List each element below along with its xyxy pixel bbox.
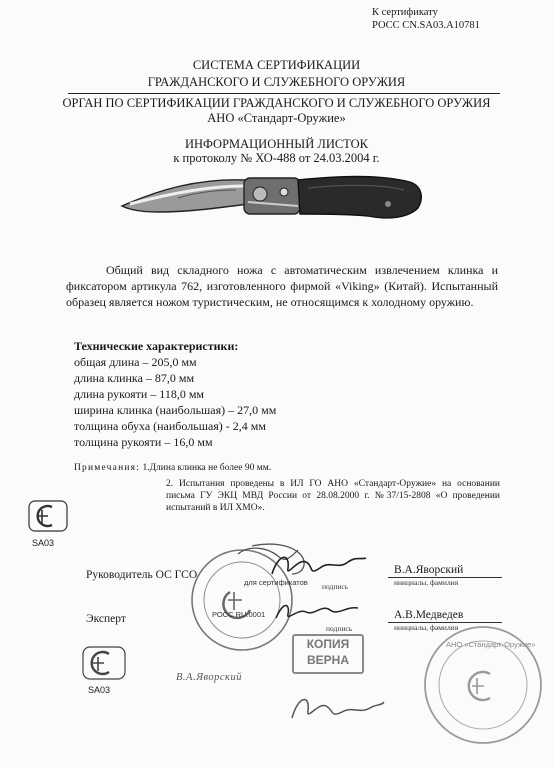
header-system-line1: СИСТЕМА СЕРТИФИКАЦИИ	[192, 58, 361, 72]
mark-code-left: SA03	[32, 538, 55, 548]
expert-name: А.В.Медведев	[394, 609, 464, 621]
header-divider	[68, 93, 500, 94]
head-signature	[268, 548, 368, 589]
knife-photo	[118, 168, 438, 245]
description-line: фиксатором артикула 762, изготовленного фирмой «Viking» (Китай). Испытанный	[66, 279, 498, 293]
seal-code-text: РОСС RU.0001	[212, 610, 266, 619]
spec-item: общая длина – 205,0 мм	[74, 355, 197, 369]
mark-code-bottom: SA03	[88, 685, 111, 695]
spec-item: длина рукояти – 118,0 мм	[74, 387, 205, 401]
certificate-reference	[372, 6, 480, 32]
head-name: В.А.Яворский	[394, 564, 464, 576]
certification-mark-left	[28, 500, 68, 548]
notes-label: Примечания:	[74, 463, 141, 473]
expert-caption: инициалы, фамилия	[394, 623, 459, 632]
note-1: 1.Длина клинка не более 90 мм.	[142, 463, 272, 473]
name-stamp: В.А.Яворский	[176, 672, 242, 683]
document-title: ИНФОРМАЦИОННЫЙ ЛИСТОК	[184, 137, 369, 151]
document-subtitle: к протоколу № ХО-488 от 24.03.2004 г.	[173, 151, 380, 165]
bottom-signature	[286, 688, 386, 733]
seal-center-text: для сертификатов	[244, 578, 308, 587]
description-line: Общий вид складного ножа с автоматическим извлечением клинка и	[106, 263, 498, 277]
technical-specs	[74, 338, 276, 450]
signature-icon	[286, 688, 386, 728]
note-2-line: 2. Испытания проведены в ИЛ ГО АНО «Стандарт-Оружие» на основании	[166, 479, 500, 489]
note-2-line: испытаний в ИЛ ХМО».	[166, 503, 265, 513]
note-2-line: письма ГУ ЭКЦ МВД России от 28.08.2000 г. №37/15-2808 «О проведении	[166, 491, 500, 501]
rst-mark-icon	[28, 500, 68, 532]
head-label: Руководитель ОС ГСО	[86, 569, 198, 581]
header-system-line2: ГРАЖДАНСКОГО И СЛУЖЕБНОГО ОРУЖИЯ	[147, 75, 406, 89]
certification-mark-bottom	[82, 646, 126, 695]
specs-heading: Технические характеристики:	[74, 339, 239, 353]
expert-sign-caption: подпись	[326, 624, 353, 633]
spec-item: ширина клинка (наибольшая) – 27,0 мм	[74, 403, 277, 417]
certificate-number: РОСС CN.SA03.A10781	[372, 20, 480, 31]
expert-label: Эксперт	[86, 613, 126, 625]
header-organ-line: ОРГАН ПО СЕРТИФИКАЦИИ ГРАЖДАНСКОГО И СЛУЖЕБНОГО ОРУЖИЯ	[62, 96, 491, 110]
header-organization-name: АНО «Стандарт-Оружие»	[207, 111, 346, 125]
notes-header	[74, 462, 271, 474]
rst-mark-icon	[82, 646, 126, 680]
spec-item: толщина рукояти – 16,0 мм	[74, 435, 213, 449]
description-line: образец является ножом туристическим, не относящимся к холодному оружию.	[66, 295, 474, 309]
signature-icon	[268, 548, 368, 584]
description-paragraph	[66, 262, 498, 310]
note-2	[166, 478, 500, 514]
copy-stamp-line1: КОПИЯ	[306, 637, 350, 651]
copy-stamp	[292, 634, 364, 674]
head-caption: инициалы, фамилия	[394, 578, 459, 587]
certificate-reference-label: К сертификату	[372, 7, 438, 18]
right-seal-text: АНО «Стандарт-Оружие»	[446, 640, 536, 649]
head-sign-caption: подпись	[322, 582, 349, 591]
copy-stamp-line2: ВЕРНА	[306, 653, 349, 667]
spec-item: толщина обуха (наибольшая) - 2,4 мм	[74, 419, 266, 433]
spec-item: длина клинка – 87,0 мм	[74, 371, 195, 385]
